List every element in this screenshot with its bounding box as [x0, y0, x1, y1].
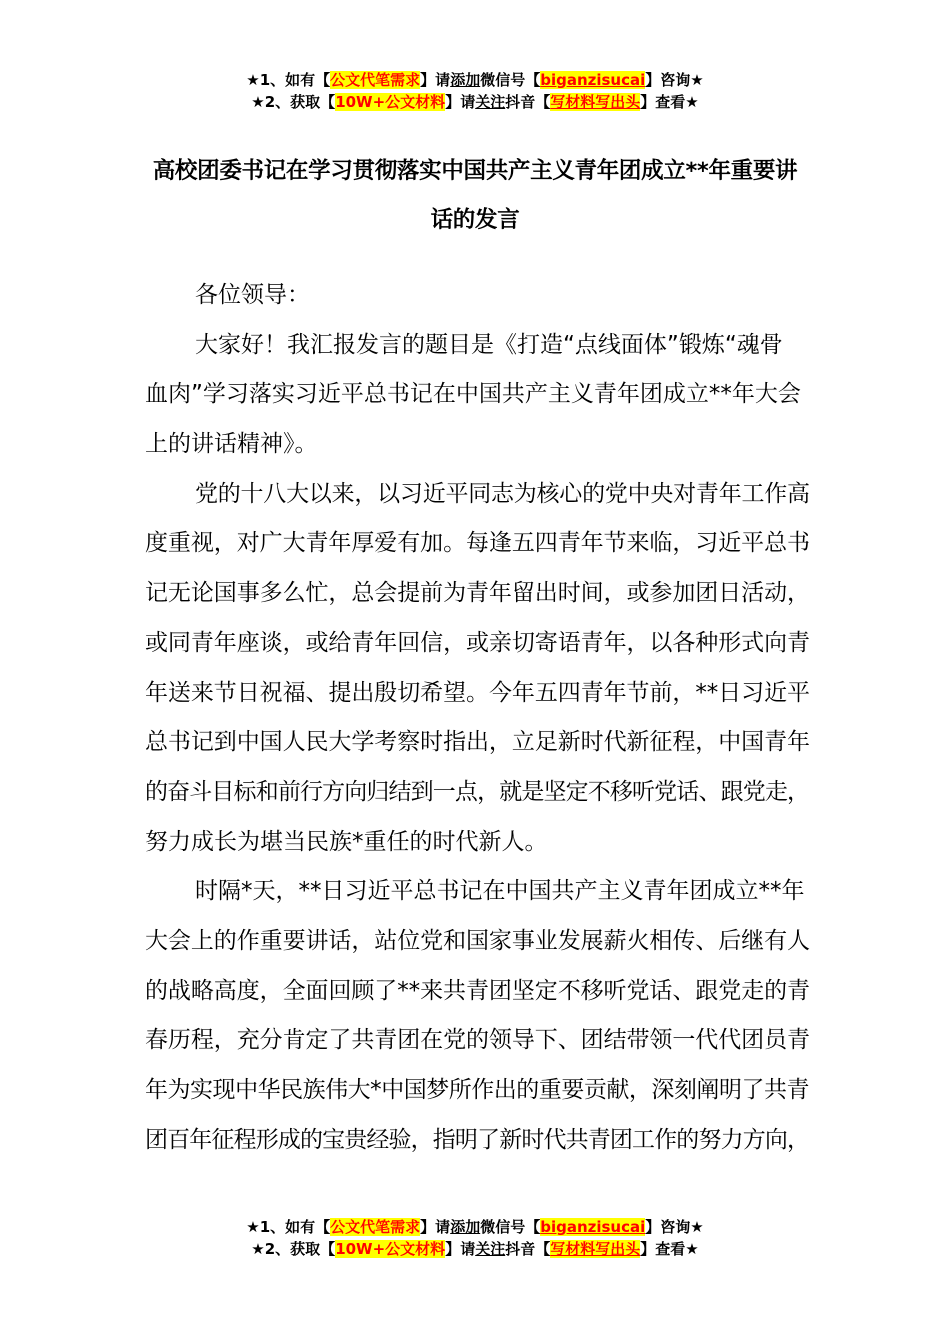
paragraph-2-line: 努力成长为堪当民族*重任的时代新人。 [145, 828, 548, 855]
promo-emphasis-add: 添加 [450, 71, 481, 89]
paragraph-2-line: 或同青年座谈，或给青年回信，或亲切寄语青年，以各种形式向青 [145, 629, 810, 656]
promo-highlight-materials: 10W+公文材料 [335, 93, 446, 111]
promo-emphasis-follow: 关注 [475, 93, 506, 111]
paragraph-1-line: 血肉”学习落实习近平总书记在中国共产主义青年团成立**年大会 [145, 381, 801, 408]
paragraph-1-line: 上的讲话精神》。 [145, 431, 318, 458]
document-body [145, 280, 810, 1174]
promo-highlight-service: 公文代笔需求 [330, 71, 421, 89]
promo-text: ★2、获取【 [251, 1240, 336, 1258]
paragraph-1-line: 大家好！我汇报发言的题目是《打造“点线面体”锻炼“魂骨 [195, 331, 783, 358]
promo-text: 微信号【 [480, 71, 541, 89]
paragraph-3-line: 大会上的作重要讲话，站位党和国家事业发展薪火相传、后继有人 [145, 927, 810, 954]
promo-text: 微信号【 [480, 1218, 541, 1236]
promo-footer [0, 1216, 950, 1260]
promo-text: 】请 [445, 93, 476, 111]
promo-highlight-service: 公文代笔需求 [330, 1218, 421, 1236]
paragraph-2-line: 年送来节日祝福、提出殷切希望。今年五四青年节前，**日习近平 [145, 679, 810, 706]
promo-text: ★1、如有【 [246, 71, 331, 89]
promo-douyin-account: 写材料写出头 [550, 1240, 641, 1258]
promo-text: 】查看★ [640, 93, 699, 111]
promo-text: 】咨询★ [645, 1218, 704, 1236]
promo-line-1 [0, 1216, 950, 1238]
document-title-line-1: 高校团委书记在学习贯彻落实中国共产主义青年团成立**年重要讲 [152, 158, 798, 184]
promo-line-2 [0, 91, 950, 113]
promo-text: 抖音【 [505, 1240, 551, 1258]
promo-text: ★1、如有【 [246, 1218, 331, 1236]
paragraph-3-line: 春历程，充分肯定了共青团在党的领导下、团结带领一代代团员青 [145, 1027, 810, 1054]
promo-emphasis-follow: 关注 [475, 1240, 506, 1258]
paragraph-2-line: 记无论国事多么忙，总会提前为青年留出时间，或参加团日活动， [145, 580, 810, 607]
document-title-line-2: 话的发言 [430, 207, 520, 233]
promo-text: 】查看★ [640, 1240, 699, 1258]
paragraph-3-line: 年为实现中华民族伟大*中国梦所作出的重要贡献，深刻阐明了共青 [145, 1077, 810, 1103]
salutation: 各位领导： [195, 282, 310, 308]
promo-text: ★2、获取【 [251, 93, 336, 111]
paragraph-3-line: 团百年征程形成的宝贵经验，指明了新时代共青团工作的努力方向， [145, 1126, 810, 1153]
paragraph-3-line: 时隔*天，**日习近平总书记在中国共产主义青年团成立**年 [195, 878, 805, 905]
promo-line-1 [0, 69, 950, 91]
promo-wechat-id: biganzisucai [540, 1218, 646, 1236]
promo-line-2 [0, 1238, 950, 1260]
promo-wechat-id: biganzisucai [540, 71, 646, 89]
paragraph-2-line: 的奋斗目标和前行方向归结到一点，就是坚定不移听党话、跟党走， [145, 778, 810, 805]
paragraph-2-line: 党的十八大以来，以习近平同志为核心的党中央对青年工作高 [195, 480, 810, 507]
paragraph-2-line: 总书记到中国人民大学考察时指出，立足新时代新征程，中国青年 [145, 729, 810, 756]
promo-douyin-account: 写材料写出头 [550, 93, 641, 111]
paragraph-2-line: 度重视，对广大青年厚爱有加。每逢五四青年节来临，习近平总书 [145, 530, 810, 557]
promo-text: 】请 [420, 1218, 451, 1236]
promo-text: 】请 [445, 1240, 476, 1258]
promo-text: 】咨询★ [645, 71, 704, 89]
promo-text: 抖音【 [505, 93, 551, 111]
promo-header [0, 69, 950, 113]
promo-text: 】请 [420, 71, 451, 89]
promo-highlight-materials: 10W+公文材料 [335, 1240, 446, 1258]
promo-emphasis-add: 添加 [450, 1218, 481, 1236]
paragraph-3-line: 的战略高度，全面回顾了**来共青团坚定不移听党话、跟党走的青 [145, 977, 810, 1004]
